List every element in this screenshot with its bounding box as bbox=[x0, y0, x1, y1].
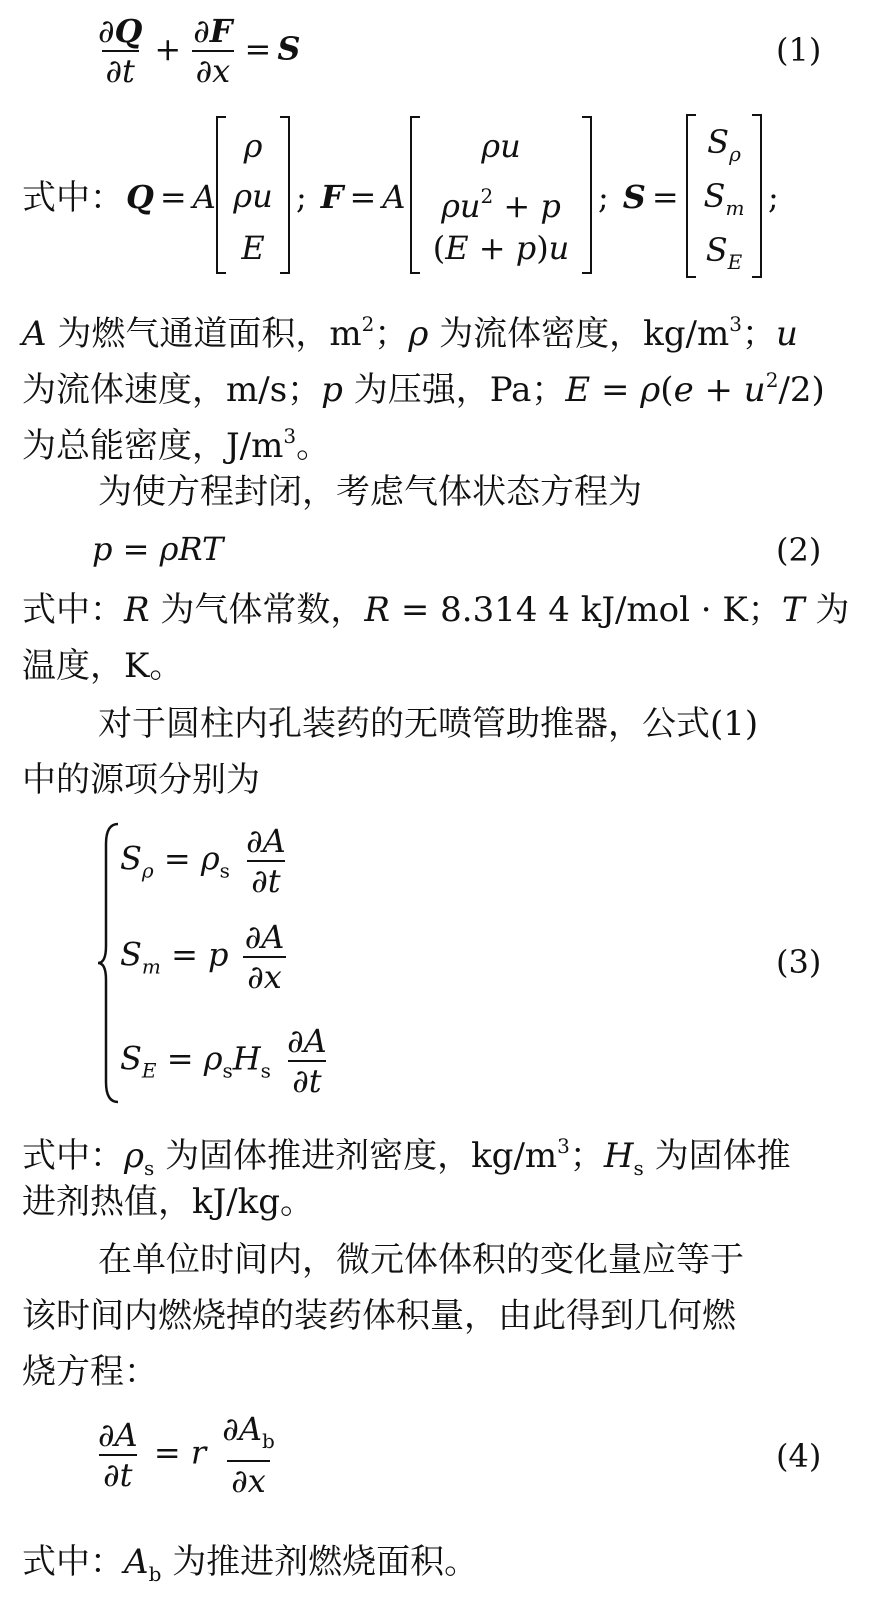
equation-3-number: (3) bbox=[776, 943, 822, 981]
Q-vector: ρ ρu E bbox=[216, 116, 290, 274]
equation-1-number: (1) bbox=[776, 31, 822, 69]
source-intro-2: 中的源项分别为 bbox=[22, 760, 260, 800]
equation-4: $\frac{\partial A}{\partial t}$ = r $\frac{\partial A_b}{\partial x}$ bbox=[98, 1410, 275, 1500]
equation-3-row-2: $S_m = p$ $\frac{\partial A}{\partial x}$ bbox=[120, 918, 285, 996]
state-intro: 为使方程封闭，考虑气体状态方程为 bbox=[98, 472, 642, 512]
equation-4-number: (4) bbox=[776, 1437, 822, 1475]
desc-line-3: 为总能密度，$J/m^3$。 bbox=[22, 424, 331, 466]
desc-line-1: A 为燃气通道面积，$m^2$；ρ 为流体密度，$kg/m^3$；u bbox=[22, 312, 798, 354]
S-definition: ; S = bbox=[598, 178, 679, 216]
rho-s-desc-line: 式中：$\rho_s$ 为固体推进剂密度，$kg/m^3$；$H_s$ 为固体推 bbox=[22, 1134, 791, 1180]
F-definition: ; F = A bbox=[296, 178, 406, 216]
R-desc-line: 式中：R 为气体常数，R = 8.314 4 kJ/mol · K；T 为 bbox=[22, 590, 850, 630]
H-s-desc-line: 进剂热值，kJ/kg。 bbox=[22, 1182, 315, 1222]
definitions-line: 式中： bbox=[22, 178, 124, 218]
equation-3-row-1: $S_\rho = \rho_s$ $\frac{\partial A}{\partial t}$ bbox=[120, 822, 286, 900]
left-brace bbox=[96, 822, 120, 1104]
T-desc-line: 温度，K。 bbox=[22, 646, 184, 686]
S-vector: $S_\rho$ $S_m$ $S_E$ bbox=[686, 114, 762, 278]
equation-2: p = ρRT bbox=[92, 530, 224, 568]
desc-line-2: 为流体速度，m/s；p 为压强，Pa；$E = \rho(e + u^2/2)$ bbox=[22, 368, 825, 410]
burn-para-3: 烧方程： bbox=[22, 1352, 158, 1392]
Ab-desc-line: 式中：$A_b$ 为推进剂燃烧面积。 bbox=[22, 1542, 479, 1586]
F-vector: ρu $\rho u^2 + p$ (E + p)u bbox=[410, 116, 592, 274]
source-intro-1: 对于圆柱内孔装药的无喷管助推器，公式(1) bbox=[98, 704, 759, 744]
equation-1-body: $\frac{\partial Q}{\partial t}$ + $\frac{\partial F}{\partial x}$ = S bbox=[98, 12, 301, 90]
burn-para-1: 在单位时间内，微元体体积的变化量应等于 bbox=[98, 1240, 744, 1280]
equation-3-row-3: $S_E = \rho_sH_s$ $\frac{\partial A}{\partial t}$ bbox=[120, 1022, 327, 1100]
equation-2-number: (2) bbox=[776, 531, 822, 569]
S-definition-end: ; bbox=[768, 178, 779, 216]
burn-para-2: 该时间内燃烧掉的装药体积量，由此得到几何燃 bbox=[22, 1296, 736, 1336]
Q-definition: Q = A bbox=[126, 178, 216, 216]
